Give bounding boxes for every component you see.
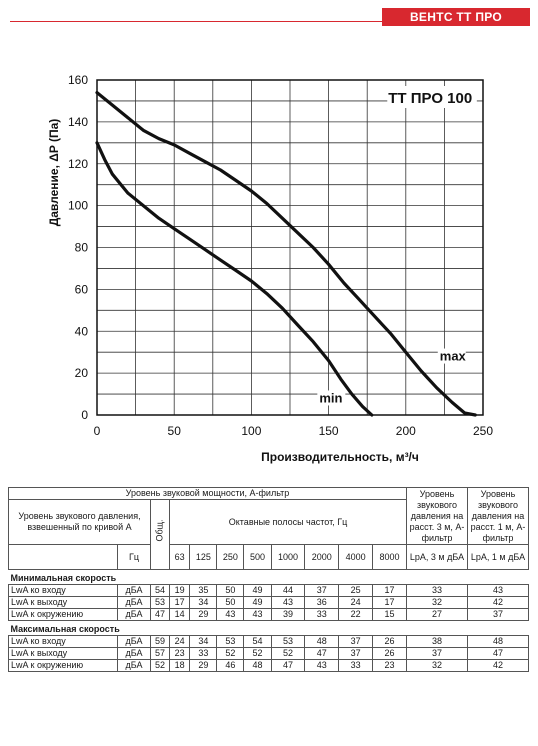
header-bar	[10, 8, 530, 26]
y-tick-label: 80	[74, 240, 88, 255]
table-cell: 53	[271, 636, 305, 648]
table-cell: 33	[190, 648, 217, 660]
table-cell: 52	[244, 648, 271, 660]
table-cell: 33	[339, 660, 373, 672]
series-label-max: max	[439, 348, 466, 364]
x-axis-label: Производительность, м³/ч	[261, 450, 419, 464]
weighted-header: Уровень звукового давления, взвешенный по кривой А	[9, 500, 151, 545]
hz-header: Гц	[118, 545, 151, 570]
octave-header: Октавные полосы частот, Гц	[170, 500, 407, 545]
table-cell: 48	[305, 636, 339, 648]
table-cell: 32	[407, 660, 468, 672]
label-col-head	[9, 545, 118, 570]
table-cell: 35	[190, 585, 217, 597]
x-tick-label: 50	[167, 424, 181, 438]
pressure-1m-header: Уровень звукового давления на расст. 1 м, А-фильтр	[468, 488, 529, 545]
table-cell: дБА	[118, 648, 151, 660]
table-cell: 48	[244, 660, 271, 672]
unit-3m-header: LpA, 3 м дБА	[407, 545, 468, 570]
table-cell: 15	[373, 609, 407, 621]
table-cell: 42	[468, 660, 529, 672]
table-cell: 17	[373, 585, 407, 597]
table-cell: 47	[305, 648, 339, 660]
table-cell: 17	[373, 597, 407, 609]
table-cell: 22	[339, 609, 373, 621]
freq-header: 500	[244, 545, 271, 570]
x-tick-label: 150	[318, 424, 339, 438]
table-cell: LwA к окружению	[9, 609, 118, 621]
y-tick-label: 140	[67, 114, 88, 129]
table-cell: 39	[271, 609, 305, 621]
table-cell: 37	[305, 585, 339, 597]
y-tick-label: 160	[67, 73, 88, 87]
table-cell: 57	[151, 648, 170, 660]
series-label-min: min	[319, 390, 343, 406]
table-cell: 32	[407, 597, 468, 609]
table-cell: 23	[170, 648, 190, 660]
table-cell: 52	[217, 648, 244, 660]
y-tick-label: 100	[67, 198, 88, 213]
table-row	[9, 609, 529, 621]
table-cell: 37	[339, 648, 373, 660]
y-tick-label: 20	[74, 366, 88, 381]
freq-header: 2000	[305, 545, 339, 570]
table-cell: 54	[151, 585, 170, 597]
table-row	[9, 585, 529, 597]
table-cell: 27	[407, 609, 468, 621]
sound-power-header: Уровень звуковой мощности, А-фильтр	[9, 488, 407, 500]
table-row	[9, 636, 529, 648]
table-cell: 34	[190, 597, 217, 609]
table-cell: LwA к выходу	[9, 597, 118, 609]
table-cell: 53	[151, 597, 170, 609]
section-title: Минимальная скорость	[10, 573, 117, 583]
x-tick-label: 100	[241, 424, 262, 438]
table-cell: 52	[271, 648, 305, 660]
freq-header: 250	[217, 545, 244, 570]
table-cell: LwA к окружению	[9, 660, 118, 672]
table-cell: 29	[190, 660, 217, 672]
table-cell: дБА	[118, 660, 151, 672]
table-cell: 34	[190, 636, 217, 648]
x-tick-label: 200	[395, 424, 416, 438]
table-cell: 26	[373, 636, 407, 648]
table-cell: 50	[217, 597, 244, 609]
pressure-flow-chart	[0, 40, 538, 480]
table-cell: 19	[170, 585, 190, 597]
table-cell: 37	[468, 609, 529, 621]
y-axis-label: Давление, ΔP (Па)	[47, 118, 61, 227]
table-cell: 50	[217, 585, 244, 597]
table-cell: 54	[244, 636, 271, 648]
table-cell: LwA к выходу	[9, 648, 118, 660]
unit-1m-header: LpA, 1 м дБА	[468, 545, 529, 570]
brand-title: ВЕНТС ТТ ПРО	[382, 8, 530, 26]
section-title: Максимальная скорость	[10, 624, 120, 634]
table-row	[9, 660, 529, 672]
total-header: Общ.	[151, 500, 170, 570]
table-cell: дБА	[118, 597, 151, 609]
table-cell: 43	[271, 597, 305, 609]
freq-header: 4000	[339, 545, 373, 570]
y-tick-label: 120	[67, 156, 88, 171]
table-cell: 48	[468, 636, 529, 648]
table-cell: 24	[170, 636, 190, 648]
table-cell: 17	[170, 597, 190, 609]
table-cell: 47	[271, 660, 305, 672]
noise-table	[8, 487, 529, 672]
table-row	[9, 597, 529, 609]
table-cell: 25	[339, 585, 373, 597]
freq-header: 63	[170, 545, 190, 570]
table-cell: дБА	[118, 585, 151, 597]
y-tick-label: 60	[74, 282, 88, 297]
table-cell: дБА	[118, 609, 151, 621]
pressure-3m-header: Уровень звукового давления на расст. 3 м, А-фильтр	[407, 488, 468, 545]
freq-header: 8000	[373, 545, 407, 570]
table-cell: 38	[407, 636, 468, 648]
freq-header: 125	[190, 545, 217, 570]
y-tick-label: 0	[81, 408, 88, 422]
table-cell: 59	[151, 636, 170, 648]
table-cell: 36	[305, 597, 339, 609]
table-cell: 53	[217, 636, 244, 648]
table-cell: 33	[305, 609, 339, 621]
table-cell: 14	[170, 609, 190, 621]
table-cell: 37	[339, 636, 373, 648]
table-cell: дБА	[118, 636, 151, 648]
table-cell: 52	[151, 660, 170, 672]
table-cell: 43	[244, 609, 271, 621]
table-row	[9, 648, 529, 660]
table-cell: LwA ко входу	[9, 585, 118, 597]
series-line-min	[97, 143, 372, 415]
series-line-max	[97, 93, 475, 415]
table-cell: 46	[217, 660, 244, 672]
table-cell: 42	[468, 597, 529, 609]
table-cell: 33	[407, 585, 468, 597]
x-tick-label: 0	[93, 424, 101, 438]
x-tick-label: 250	[472, 424, 494, 438]
table-cell: 47	[468, 648, 529, 660]
table-cell: 43	[468, 585, 529, 597]
table-cell: 23	[373, 660, 407, 672]
table-cell: 29	[190, 609, 217, 621]
table-cell: 18	[170, 660, 190, 672]
freq-header: 1000	[271, 545, 305, 570]
table-cell: 49	[244, 585, 271, 597]
chart-title: ТТ ПРО 100	[388, 90, 473, 107]
y-tick-label: 40	[74, 324, 88, 339]
table-cell: 47	[151, 609, 170, 621]
table-cell: 43	[305, 660, 339, 672]
table-cell: 44	[271, 585, 305, 597]
table-cell: 26	[373, 648, 407, 660]
table-cell: 43	[217, 609, 244, 621]
table-cell: 49	[244, 597, 271, 609]
table-cell: LwA ко входу	[9, 636, 118, 648]
table-cell: 24	[339, 597, 373, 609]
table-cell: 37	[407, 648, 468, 660]
